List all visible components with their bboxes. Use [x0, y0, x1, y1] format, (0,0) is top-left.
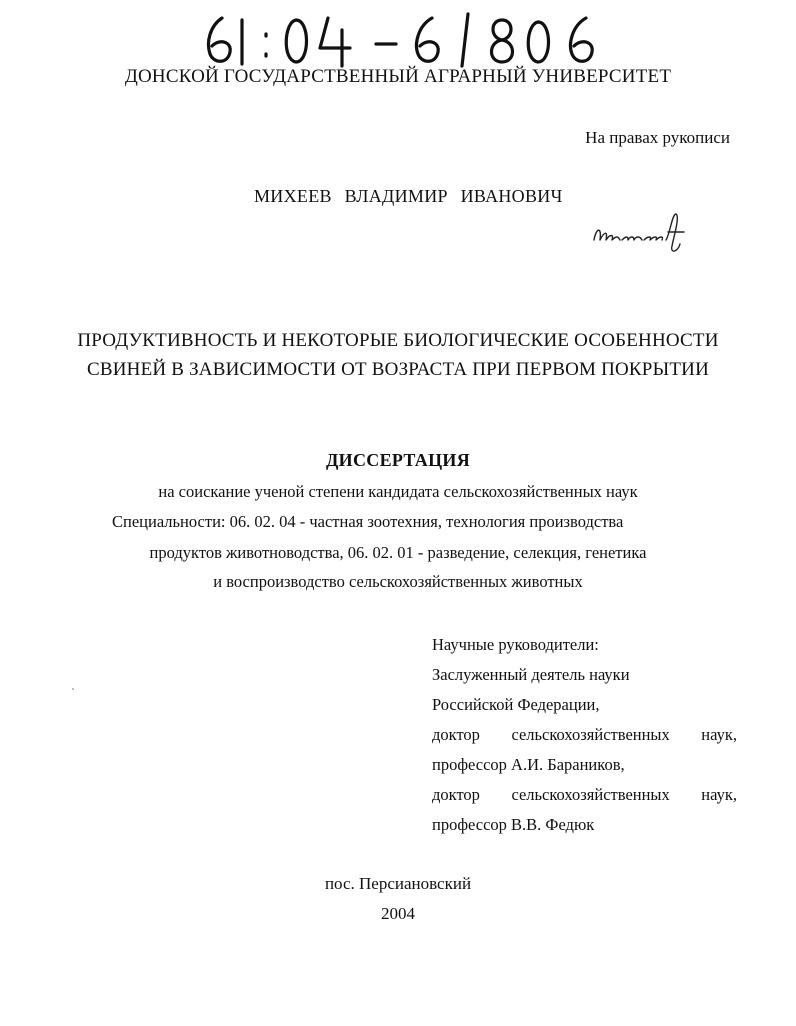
- degree-suffix: наук,: [701, 785, 737, 804]
- supervisor-name-2: профессор В.В. Федюк: [432, 815, 595, 834]
- supervisors-block: [432, 630, 737, 840]
- scan-speck: [72, 688, 74, 690]
- degree-field: сельскохозяйственных: [511, 725, 670, 744]
- degree-field: сельскохозяйственных: [511, 785, 670, 804]
- supervisor-degree-line-1: [432, 720, 737, 750]
- author-name: МИХЕЕВ ВЛАДИМИР ИВАНОВИЧ: [254, 186, 563, 206]
- supervisor-degree-line-2: [432, 780, 737, 810]
- thesis-title-line-1: ПРОДУКТИВНОСТЬ И НЕКОТОРЫЕ БИОЛОГИЧЕСКИЕ ОСОБЕННОСТИ: [77, 330, 719, 351]
- supervisors-label: Научные руководители:: [432, 635, 599, 654]
- manuscript-rights-note: На правах рукописи: [585, 128, 730, 147]
- author-signature: [590, 206, 690, 256]
- publication-year: 2004: [381, 904, 415, 923]
- supervisor-name-1: профессор А.И. Бараников,: [432, 755, 625, 774]
- specialties-line-1: Специальности: 06. 02. 04 - частная зоотехния, технология производства: [112, 512, 624, 531]
- specialties-line-2: продуктов животноводства, 06. 02. 01 - разведение, селекция, генетика: [149, 543, 647, 562]
- degree-word: доктор: [432, 785, 480, 804]
- degree-suffix: наук,: [701, 725, 737, 744]
- place-of-publication: пос. Персиановский: [324, 874, 472, 893]
- degree-line: на соискание ученой степени кандидата сельскохозяйственных наук: [158, 482, 638, 501]
- degree-word: доктор: [432, 725, 480, 744]
- university-name: ДОНСКОЙ ГОСУДАРСТВЕННЫЙ АГРАРНЫЙ УНИВЕРСИТЕТ: [124, 66, 672, 87]
- specialties-line-3: и воспроизводство сельскохозяйственных животных: [213, 572, 583, 591]
- document-type-heading: ДИССЕРТАЦИЯ: [325, 450, 470, 470]
- supervisor-honor-line-1: Заслуженный деятель науки: [432, 665, 630, 684]
- thesis-title-line-2: СВИНЕЙ В ЗАВИСИМОСТИ ОТ ВОЗРАСТА ПРИ ПЕРВОМ ПОКРЫТИИ: [86, 359, 709, 380]
- supervisor-honor-line-2: Российской Федерации,: [432, 695, 600, 714]
- archive-number-stamp: [200, 8, 600, 70]
